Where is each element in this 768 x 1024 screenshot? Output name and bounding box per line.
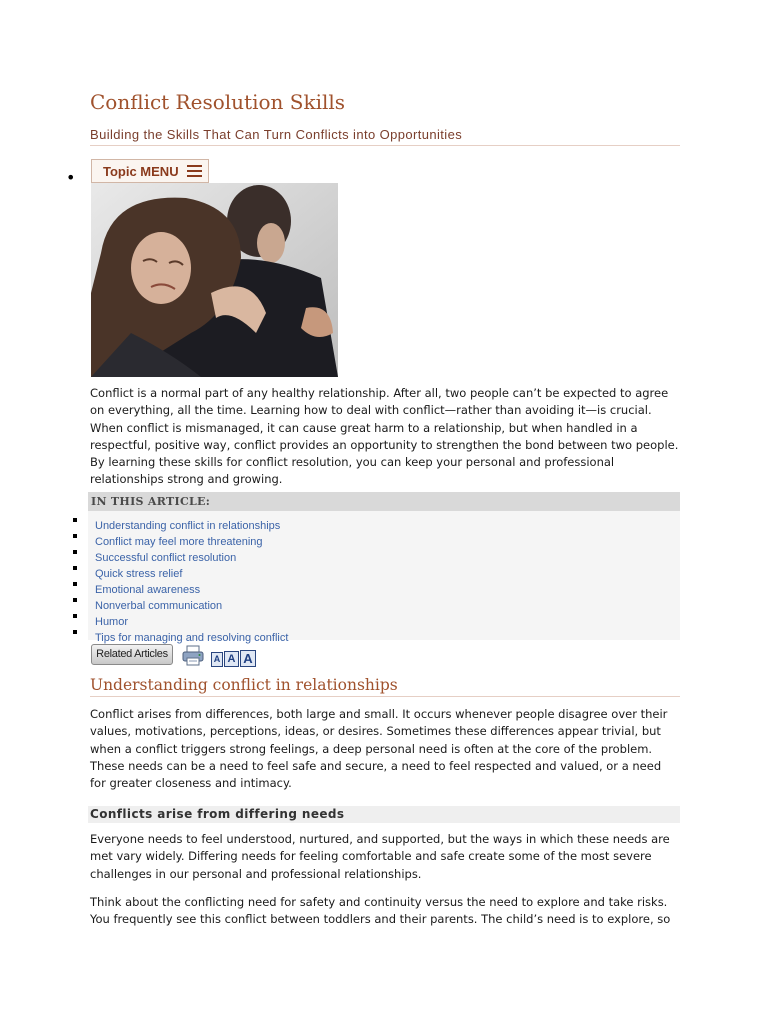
toc-item xyxy=(88,610,288,626)
toc-item xyxy=(88,562,288,578)
topic-menu-label: Topic MENU xyxy=(103,163,179,179)
toc-link[interactable]: Conflict may feel more threatening xyxy=(95,536,263,548)
topic-menu-button[interactable] xyxy=(91,159,209,183)
toc-link[interactable]: Humor xyxy=(95,616,129,628)
hamburger-menu-icon xyxy=(187,165,202,177)
toc-link[interactable]: Quick stress relief xyxy=(95,568,183,580)
embrace-photo-icon xyxy=(91,183,338,377)
toc-item xyxy=(88,530,288,546)
section-paragraph: Conflict arises from differences, both large and small. It occurs whenever people disagree over their values, motivations, perceptions, ideas, or desires. Sometimes these differences appear trivial, but when a conflict triggers strong feelings, a deep personal need is often at the core of the problem. These needs can be a need to feel safe and secure, a need to feel respected and valued, or a need for greater closeness and intimacy. xyxy=(90,707,668,791)
font-large-button[interactable]: A xyxy=(240,650,256,667)
section-paragraph: Think about the conflicting need for safety and continuity versus the need to explore and take risks. You frequently see this conflict between toddlers and their parents. The child’s need is to explore, so xyxy=(90,895,671,927)
printer-icon xyxy=(181,645,205,666)
font-size-controls xyxy=(211,650,256,667)
section-subheading: Conflicts arise from differing needs xyxy=(88,806,680,823)
toc-list xyxy=(88,514,288,642)
toc-item xyxy=(88,594,288,610)
list-bullet: • xyxy=(66,168,76,187)
related-articles-button[interactable]: Related Articles xyxy=(91,644,173,665)
page-title: Conflict Resolution Skills xyxy=(90,90,346,114)
article-toc xyxy=(88,492,680,644)
toc-item xyxy=(88,626,288,642)
article-photo xyxy=(91,183,338,377)
toc-link[interactable]: Emotional awareness xyxy=(95,584,201,596)
toc-item xyxy=(88,578,288,594)
print-icon[interactable] xyxy=(181,645,205,666)
section-paragraph: Everyone needs to feel understood, nurtured, and supported, but the ways in which these needs are met vary widely. Differing needs for feeling comfortable and safe create some of the most severe challenges in our personal and professional relationships. xyxy=(90,832,670,881)
font-small-button[interactable]: A xyxy=(211,652,223,667)
intro-paragraph: Conflict is a normal part of any healthy relationship. After all, two people can’t be expected to agree on everything, all the time. Learning how to deal with conflict—rather than avoiding it—is crucial. When conflict is mismanaged, it can cause great harm to a relationship, but when handled in a respectful, positive way, conflict provides an opportunity to strengthen the bond between two people. By learning these skills for conflict resolution, you can keep your personal and professional relationships strong and growing. xyxy=(90,386,679,487)
toc-header: IN THIS ARTICLE: xyxy=(88,492,680,511)
font-medium-button[interactable]: A xyxy=(224,651,239,667)
toc-link[interactable]: Understanding conflict in relationships xyxy=(95,520,281,532)
toc-link[interactable]: Successful conflict resolution xyxy=(95,552,237,564)
toc-item xyxy=(88,546,288,562)
toc-item xyxy=(88,514,288,530)
section-title: Understanding conflict in relationships xyxy=(90,676,680,697)
toc-link[interactable]: Tips for managing and resolving conflict xyxy=(95,632,289,644)
page-subtitle: Building the Skills That Can Turn Conflicts into Opportunities xyxy=(90,127,680,146)
toc-link[interactable]: Nonverbal communication xyxy=(95,600,223,612)
